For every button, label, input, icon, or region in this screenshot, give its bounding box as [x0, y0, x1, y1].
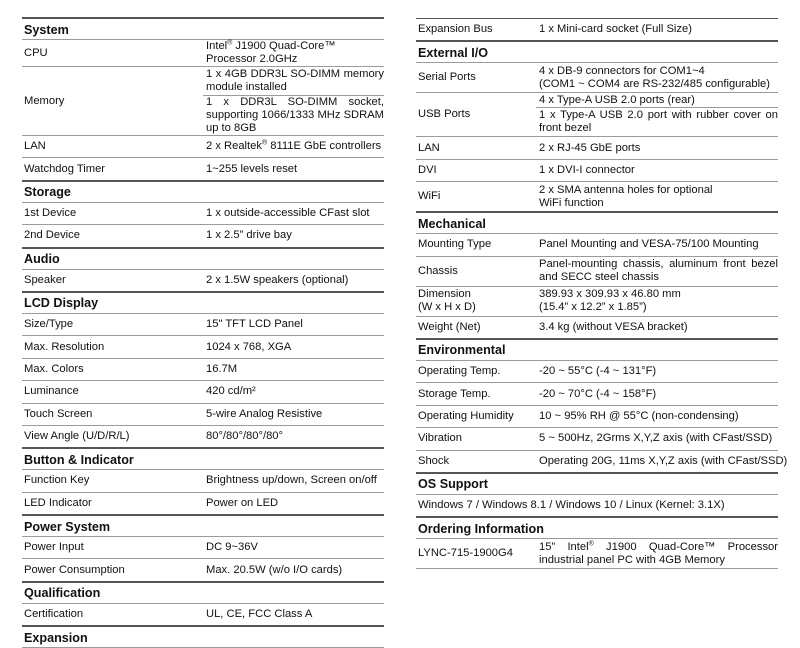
serial-line-2: (COM1 ~ COM4 are RS-232/485 configurable) — [539, 77, 770, 90]
dimension-mm: 389.93 x 309.93 x 46.80 mm — [539, 288, 681, 301]
registered-mark: ® — [588, 540, 594, 548]
spec-row-wifi — [416, 182, 778, 213]
spec-value: 1024 x 768, XGA — [203, 336, 384, 358]
spec-row-mounting-type — [416, 234, 778, 256]
section-mechanical — [416, 212, 778, 234]
section-title: Environmental — [416, 339, 778, 361]
section-title: Expansion — [22, 626, 384, 648]
spec-label: Weight (Net) — [416, 316, 536, 339]
spec-label: Certification — [22, 603, 203, 626]
spec-label: Touch Screen — [22, 403, 203, 425]
spec-row-power-input — [22, 537, 384, 559]
section-title: System — [22, 18, 384, 40]
section-expansion — [22, 626, 384, 648]
registered-mark: ® — [227, 39, 233, 47]
spec-label: Serial Ports — [416, 63, 536, 93]
spec-value: Power on LED — [203, 492, 384, 515]
spec-row-power-consumption — [22, 559, 384, 582]
spec-label: Function Key — [22, 470, 203, 492]
section-title: Storage — [22, 181, 384, 203]
spec-value: UL, CE, FCC Class A — [203, 603, 384, 626]
spec-label: 2nd Device — [22, 225, 203, 248]
spec-label: View Angle (U/D/R/L) — [22, 425, 203, 448]
section-title: Mechanical — [416, 212, 778, 234]
spec-value — [536, 182, 778, 213]
spec-row-1st-device — [22, 202, 384, 224]
section-os-support — [416, 473, 778, 495]
spec-value: 1 x Mini-card socket (Full Size) — [536, 19, 778, 42]
spec-label: Operating Temp. — [416, 360, 536, 382]
spec-label: CPU — [22, 40, 203, 67]
order-desc-brand: 15” Intel — [539, 540, 589, 553]
left-spec-table — [22, 17, 384, 648]
spec-label: Storage Temp. — [416, 383, 536, 405]
spec-row-touch-screen — [22, 403, 384, 425]
spec-label: Operating Humidity — [416, 405, 536, 427]
spec-value: 1 x DVI-I connector — [536, 159, 778, 181]
spec-row-max-resolution — [22, 336, 384, 358]
section-title: Power System — [22, 515, 384, 537]
spec-value: 1 x outside-accessible CFast slot — [203, 202, 384, 224]
spec-row-os — [416, 494, 778, 517]
spec-value: 4 x Type-A USB 2.0 ports (rear) — [536, 93, 778, 108]
spec-label: Mounting Type — [416, 234, 536, 256]
spec-value: 16.7M — [203, 358, 384, 380]
spec-label: Expansion Bus — [416, 19, 536, 42]
spec-label: Chassis — [416, 256, 536, 286]
registered-mark: ® — [261, 139, 268, 147]
spec-value: 1 x DDR3L SO-DIMM socket, supporting 1066/1333 MHz SDRAM up to 8GB — [203, 96, 384, 136]
spec-row-function-key — [22, 470, 384, 492]
spec-row-size-type — [22, 313, 384, 335]
spec-row-io-lan — [416, 137, 778, 159]
spec-row-serial-ports — [416, 63, 778, 93]
order-desc-rest: J1900 Quad-Core™ Processor industrial panel PC with 4GB Memory — [539, 540, 778, 566]
cpu-model: J1900 Quad-Core™ Processor 2.0GHz — [206, 40, 336, 65]
section-system — [22, 18, 384, 40]
spec-value: 420 cd/m² — [203, 381, 384, 403]
spec-label: WiFi — [416, 182, 536, 213]
spec-row-2nd-device — [22, 225, 384, 248]
lan-count: 2 x Realtek — [206, 140, 262, 153]
spec-label: DVI — [416, 159, 536, 181]
spec-value: 10 ~ 95% RH @ 55°C (non-condensing) — [536, 405, 778, 427]
section-title: Qualification — [22, 582, 384, 604]
right-spec-column — [416, 18, 788, 569]
spec-value: Max. 20.5W (w/o I/O cards) — [203, 559, 384, 582]
spec-label: LYNC-715-1900G4 — [416, 539, 536, 569]
spec-value: 5 ~ 500Hz, 2Grms X,Y,Z axis (with CFast/SSD) — [536, 428, 778, 450]
spec-value — [203, 136, 384, 158]
section-qualification — [22, 582, 384, 604]
spec-value — [536, 286, 778, 316]
spec-value: 5-wire Analog Resistive — [203, 403, 384, 425]
dimension-inch: (15.4” x 12.2” x 1.85”) — [539, 301, 647, 314]
section-audio — [22, 248, 384, 270]
spec-label: USB Ports — [416, 93, 536, 137]
left-spec-column — [22, 17, 384, 648]
spec-row-weight — [416, 316, 778, 339]
spec-label: Vibration — [416, 428, 536, 450]
section-environmental — [416, 339, 778, 361]
spec-row-expansion-bus — [416, 19, 778, 42]
section-title: Ordering Information — [416, 517, 778, 539]
spec-value — [203, 40, 384, 67]
spec-row-max-colors — [22, 358, 384, 380]
spec-row-operating-humidity — [416, 405, 778, 427]
spec-value: Windows 7 / Windows 8.1 / Windows 10 / Linux (Kernel: 3.1X) — [416, 494, 778, 517]
section-title: LCD Display — [22, 292, 384, 314]
spec-value: Operating 20G, 11ms X,Y,Z axis (with CFast/SSD) — [536, 450, 778, 473]
wifi-line-1: 2 x SMA antenna holes for optional — [539, 183, 713, 196]
spec-row-operating-temp — [416, 360, 778, 382]
spec-value: Panel Mounting and VESA-75/100 Mounting — [536, 234, 778, 256]
spec-row-luminance — [22, 381, 384, 403]
section-title: Button & Indicator — [22, 448, 384, 470]
section-title: Audio — [22, 248, 384, 270]
section-storage — [22, 181, 384, 203]
spec-label: Max. Colors — [22, 358, 203, 380]
spec-row-cpu — [22, 40, 384, 67]
spec-value: 1 x 4GB DDR3L SO-DIMM memory module installed — [203, 67, 384, 96]
spec-value: DC 9~36V — [203, 537, 384, 559]
spec-row-led-indicator — [22, 492, 384, 515]
wifi-line-2: WiFi function — [539, 196, 604, 209]
spec-row-watchdog — [22, 158, 384, 181]
spec-value: Panel-mounting chassis, aluminum front bezel and SECC steel chassis — [536, 256, 778, 286]
spec-value: 2 x 1.5W speakers (optional) — [203, 269, 384, 292]
section-lcd-display — [22, 292, 384, 314]
spec-label: LED Indicator — [22, 492, 203, 515]
spec-label: LAN — [22, 136, 203, 158]
spec-label: Memory — [22, 67, 203, 136]
spec-value: 1~255 levels reset — [203, 158, 384, 181]
spec-row-view-angle — [22, 425, 384, 448]
right-spec-table — [416, 18, 788, 569]
spec-label: Watchdog Timer — [22, 158, 203, 181]
spec-row-vibration — [416, 428, 778, 450]
spec-value: 3.4 kg (without VESA bracket) — [536, 316, 778, 339]
section-title: External I/O — [416, 41, 778, 63]
spec-row-ordering — [416, 539, 778, 569]
spec-label: Shock — [416, 450, 536, 473]
lan-controller: 8111E GbE controllers — [267, 140, 382, 153]
section-power-system — [22, 515, 384, 537]
spec-label: Luminance — [22, 381, 203, 403]
spec-label: Size/Type — [22, 313, 203, 335]
spec-value: -20 ~ 55°C (-4 ~ 131°F) — [536, 360, 778, 382]
spec-row-memory — [22, 67, 384, 96]
spec-value: -20 ~ 70°C (-4 ~ 158°F) — [536, 383, 778, 405]
spec-label: Power Consumption — [22, 559, 203, 582]
spec-row-certification — [22, 603, 384, 626]
spec-row-dimension — [416, 286, 778, 316]
section-ordering-information — [416, 517, 778, 539]
spec-value — [536, 539, 778, 569]
spec-value: Brightness up/down, Screen on/off — [203, 470, 384, 492]
section-title: OS Support — [416, 473, 778, 495]
spec-value: 1 x Type-A USB 2.0 port with rubber cover on front bezel — [536, 108, 778, 137]
spec-value — [536, 63, 778, 93]
spec-row-storage-temp — [416, 383, 778, 405]
spec-value: 80°/80°/80°/80° — [203, 425, 384, 448]
spec-label — [416, 286, 536, 316]
spec-value: 1 x 2.5” drive bay — [203, 225, 384, 248]
dimension-label: Dimension — [418, 288, 471, 301]
section-button-indicator — [22, 448, 384, 470]
spec-label: LAN — [416, 137, 536, 159]
spec-row-dvi — [416, 159, 778, 181]
spec-label: Power Input — [22, 537, 203, 559]
section-external-io — [416, 41, 778, 63]
spec-value: 2 x RJ-45 GbE ports — [536, 137, 778, 159]
spec-row-chassis — [416, 256, 778, 286]
dimension-axes: (W x H x D) — [418, 301, 476, 314]
spec-label: Max. Resolution — [22, 336, 203, 358]
spec-label: 1st Device — [22, 202, 203, 224]
spec-row-lan — [22, 136, 384, 158]
spec-label: Speaker — [22, 269, 203, 292]
spec-value: 15" TFT LCD Panel — [203, 313, 384, 335]
spec-row-usb-ports — [416, 93, 778, 108]
serial-line-1: 4 x DB-9 connectors for COM1~4 — [539, 64, 705, 77]
cpu-brand: Intel — [206, 40, 228, 52]
spec-row-shock — [416, 450, 778, 473]
spec-row-speaker — [22, 269, 384, 292]
